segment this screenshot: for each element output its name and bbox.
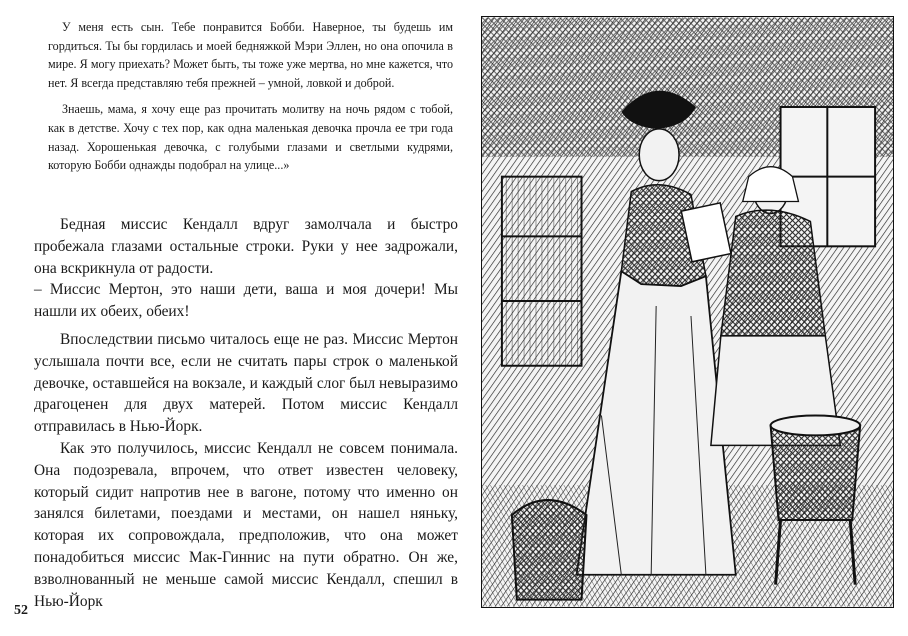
body-paragraph: Бедная миссис Кендалл вдруг замолчала и быстро пробежала глазами остальные строки. Руки у нее задрожали, она вскрикнула от радости. <box>34 216 458 277</box>
basket <box>512 500 587 600</box>
letter-quote <box>48 18 453 175</box>
letter-paragraph: Знаешь, мама, я хочу еще раз прочитать молитву на ночь рядом с тобой, как в детстве. Хочу с тех пор, как одна маленькая девочка прочла ее три года назад. Хорошенькая девочка, с голубыми глазами и светлыми кудрями, которую Бобби однажды подобрал на улице...» <box>48 102 453 173</box>
body-text-bottom <box>34 329 458 612</box>
letter-paragraph: У меня есть сын. Тебе понравится Бобби. Наверное, ты будешь им гордиться. Ты бы гордилась и моей бедняжкой Мэри Эллен, но она опочила в мире. Я могу приехать? Может быть, ты тоже уже мертва, но мне кажется, что нет. Я всегда представляю тебя прежней – умной, ловкой и доброй. <box>48 20 453 90</box>
illustration-two-women <box>481 16 894 608</box>
body-paragraph: Как это получилось, миссис Кендалл не совсем понимала. Она подозревала, впрочем, что ответ известен человеку, который сидит напротив нее в вагоне, потому что именно он занялся билетами, поездами и местами, он нашел няньку, которая их сопровождала, предположив, что она может понадобиться миссис Мак-Гиннис на пути обратно. Он же, взволнованный не меньше самой миссис Кендалл, спешил в Нью-Йорк <box>34 439 458 610</box>
dialog-line: – Миссис Мертон, это наши дети, ваша и моя дочери! Мы нашли их обеих, обеих! <box>34 281 458 321</box>
page-number: 52 <box>14 603 28 618</box>
illustration-drawing <box>482 17 893 607</box>
body-paragraph: Впоследствии письмо читалось еще не раз. Миссис Мертон услышала почти все, если не считать пары строк о маленькой девочке, оставшейся на вокзале, и каждый слог был невыразимо драгоценен для двух матерей. Потом миссис Кендалл отправилась в Нью-Йорк. <box>34 331 458 436</box>
body-text-top <box>34 214 458 323</box>
shelf <box>502 177 582 366</box>
